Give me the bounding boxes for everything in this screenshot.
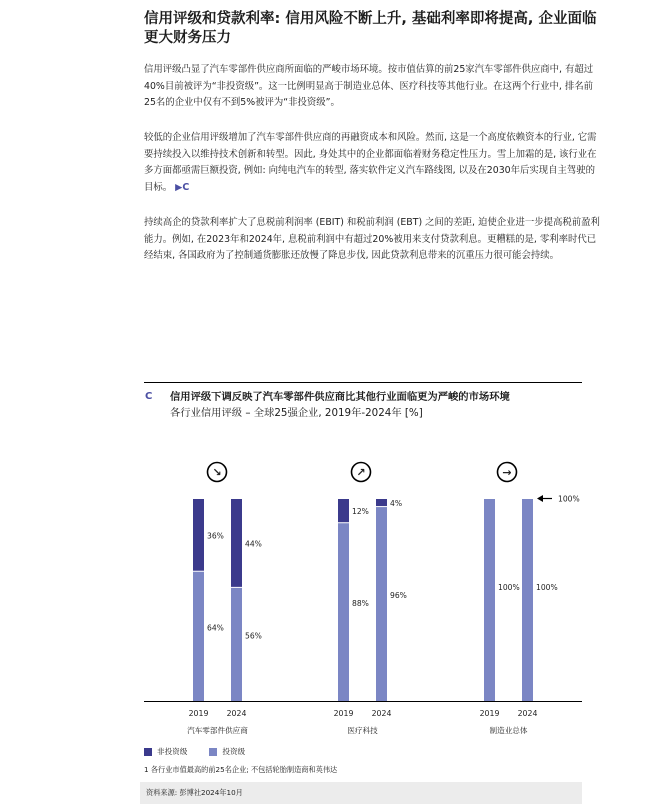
legend-label: 投资级: [222, 747, 246, 756]
arrow-down-right-icon-glyph: ↘: [212, 466, 222, 479]
data-label-investment: 64%: [207, 623, 224, 633]
data-label-non-investment: 4%: [390, 499, 403, 509]
bar-investment: [484, 499, 495, 701]
bar-non-investment: [231, 499, 242, 587]
x-category-label: 制造业总体: [489, 726, 528, 735]
bar-non-investment: [376, 499, 387, 506]
total-annotation-label: 100%: [558, 494, 580, 504]
chart-legend: [144, 746, 245, 757]
footnote: 1 各行业市值最高的前25名企业; 不包括轮胎制造商和英伟达: [144, 765, 338, 774]
data-label-non-investment: 12%: [352, 507, 369, 517]
paragraph-1: 信用评级凸显了汽车零部件供应商所面临的严峻市场环境。按市值估算的前25家汽车零部件供应商中, 有超过40%目前被评为“非投资级”。这一比例明显高于制造业总体、医疗科技等其他行业。在这两个行业中, 排名前25名的企业中仅有不到5%被评为“非投资级”。: [144, 64, 594, 108]
legend-swatch: [144, 748, 152, 756]
x-category-label: 医疗科技: [347, 726, 378, 735]
x-tick-label: 2024: [517, 709, 538, 718]
figure-letter: C: [145, 391, 153, 402]
bar-investment: [522, 499, 533, 701]
arrow-right-icon-glyph: →: [502, 466, 512, 479]
data-label-investment: 88%: [352, 599, 369, 609]
x-tick-label: 2024: [371, 709, 392, 718]
x-tick-label: 2019: [333, 709, 354, 718]
bar-investment: [193, 572, 204, 701]
figure-title: 信用评级下调反映了汽车零部件供应商比其他行业面临更为严峻的市场环境: [170, 391, 510, 403]
bar-investment: [376, 507, 387, 701]
data-label-non-investment: 36%: [207, 531, 224, 541]
legend-label: 非投资级: [157, 747, 188, 756]
x-tick-label: 2019: [479, 709, 500, 718]
data-label-investment: 100%: [536, 583, 558, 592]
x-tick-label: 2019: [188, 709, 209, 718]
paragraph-2: 较低的企业信用评级增加了汽车零部件供应商的再融资成本和风险。然而, 这是一个高度依赖资本的行业, 它需要持续投入以维持技术创新和转型。因此, 身处其中的企业都面临着财务稳定性压力。雪上加霜的是, 该行业在多方面都亟需巨额投资, 例如: 向纯电汽车的转型, 落实软件定义汽车路线图, 以及在2030年后实现自主驾驶的目标。 ▶C: [144, 132, 597, 193]
page-title: 信用评级和贷款利率: 信用风险不断上升, 基础利率即将提高, 企业面临更大财务压力: [144, 11, 597, 46]
bar-investment: [231, 588, 242, 701]
data-label-non-investment: 44%: [245, 539, 262, 549]
data-label-investment: 100%: [498, 583, 520, 592]
arrow-up-right-icon-glyph: ↗: [356, 466, 366, 479]
bar-non-investment: [193, 499, 204, 571]
x-tick-label: 2024: [226, 709, 247, 718]
data-label-investment: 96%: [390, 591, 407, 601]
total-arrow-head-icon: [537, 495, 543, 502]
legend-item-non-investment: [144, 746, 187, 757]
bar-investment: [338, 523, 349, 701]
legend-swatch: [209, 748, 217, 756]
paragraph-3: 持续高企的贷款利率扩大了息税前利润率 (EBIT) 和税前利润 (EBT) 之间的差距, 迫使企业进一步提高税前盈利能力。例如, 在2023年和2024年, 息税前利润中有超过20%被用来支付贷款利息。更糟糕的是, 零利率时代已经结束, 各国政府为了控制通货膨胀还放慢了降息步伐, 因此贷款利息带来的沉重压力很可能会持续。: [144, 217, 600, 261]
figure-reference-link[interactable]: ▶C: [175, 181, 190, 193]
legend-item-investment: [209, 746, 245, 757]
x-category-label: 汽车零部件供应商: [187, 726, 248, 735]
data-label-investment: 56%: [245, 631, 262, 641]
figure-subtitle: 各行业信用评级 – 全球25强企业, 2019年-2024年 [%]: [170, 407, 423, 419]
source-note: 资料来源: 彭博社2024年10月: [140, 782, 582, 804]
bar-non-investment: [338, 499, 349, 522]
